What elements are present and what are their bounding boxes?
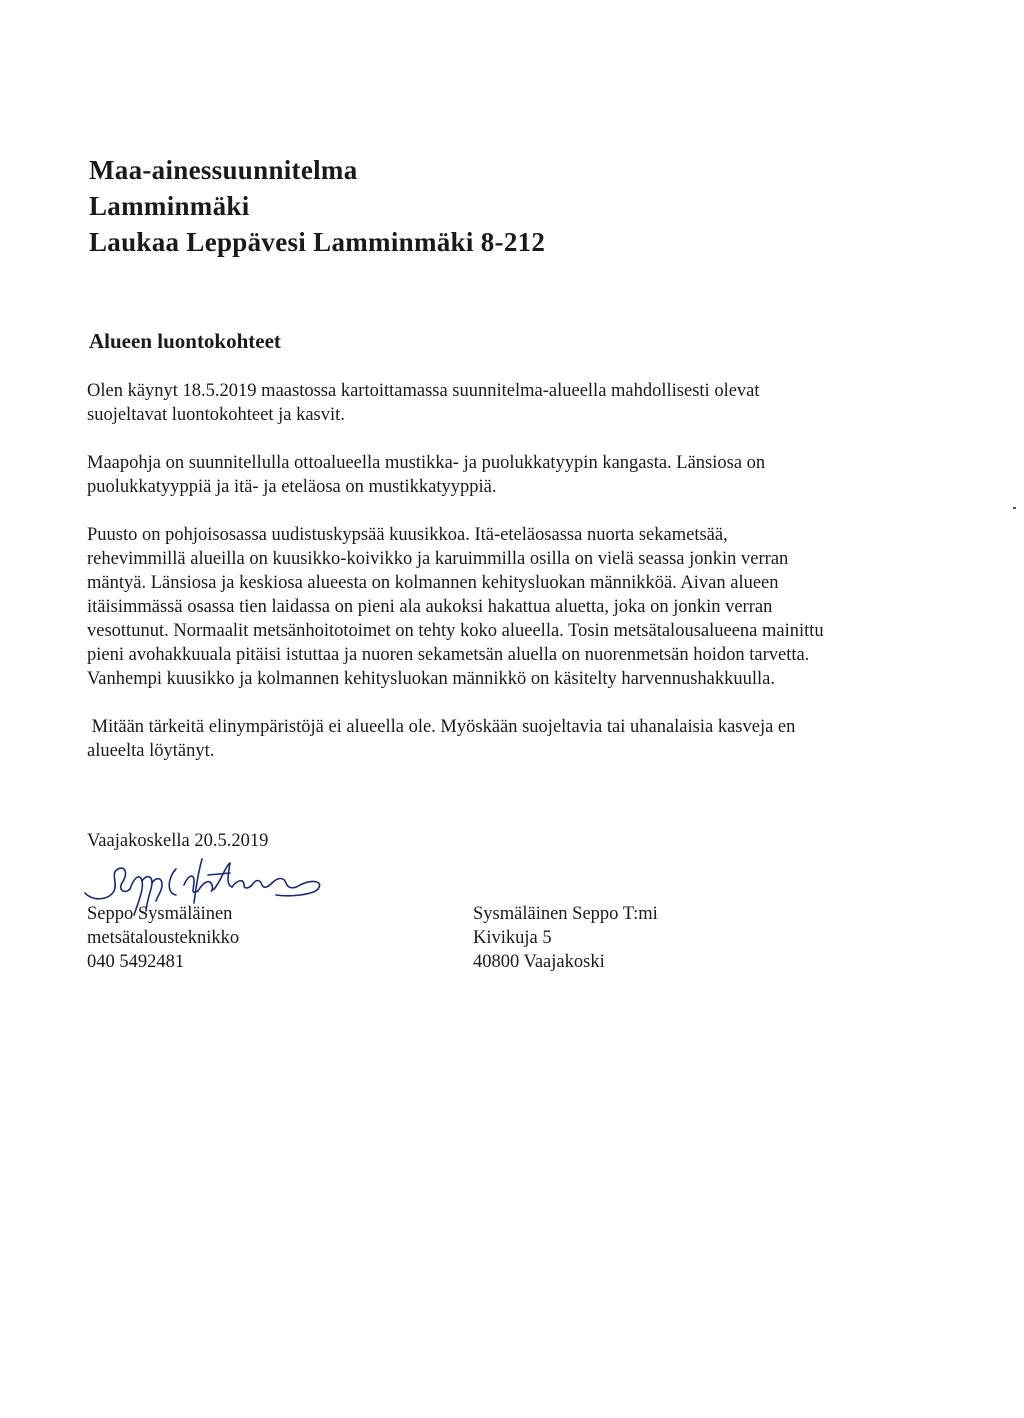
paragraph-3	[87, 523, 887, 691]
paragraph-4	[87, 715, 887, 763]
text-line: Maapohja on suunnitellulla ottoalueella mustikka- ja puolukkatyypin kangasta. Länsiosa on	[87, 453, 766, 473]
text-line: puolukkatyyppiä ja itä- ja eteläosa on mustikkatyyppiä.	[87, 477, 497, 497]
title-line-2: Lamminmäki	[89, 191, 250, 221]
signatory-phone: 040 5492481	[87, 952, 185, 972]
company-block	[473, 902, 658, 974]
document-title	[89, 152, 789, 260]
text-line: mäntyä. Länsiosa ja keskiosa alueesta on kolmannen kehitysluokan männikköä. Aivan alueen	[87, 573, 779, 593]
text-line: Vanhempi kuusikko ja kolmannen kehitysluokan männikkö on käsitelty harvennushakkuulla.	[87, 669, 775, 689]
body-text	[87, 379, 887, 787]
section-heading: Alueen luontokohteet	[89, 329, 281, 353]
signatory-block	[87, 902, 239, 974]
text-line: vesottunut. Normaalit metsänhoitotoimet on tehty koko alueella. Tosin metsätalousalueena mainittu	[87, 621, 824, 641]
place-date: Vaajakoskella 20.5.2019	[87, 831, 269, 851]
text-line: pieni avohakkuuala pitäisi istuttaa ja nuoren sekametsän aluella on nuorenmetsän hoidon tarvetta.	[87, 645, 810, 665]
title-line-1: Maa-ainessuunnitelma	[89, 155, 358, 185]
text-line: Olen käynyt 18.5.2019 maastossa kartoittamassa suunnitelma-alueella mahdollisesti olevat	[87, 381, 760, 401]
company-name: Sysmäläinen Seppo T:mi	[473, 904, 658, 924]
scan-speck	[1013, 507, 1016, 509]
text-line: itäisimmässä osassa tien laidassa on pieni ala aukoksi hakattua aluetta, joka on jonkin verran	[87, 597, 773, 617]
company-postal: 40800 Vaajakoski	[473, 952, 605, 972]
text-line: Puusto on pohjoisosassa uudistuskypsää kuusikkoa. Itä-eteläosassa nuorta sekametsää,	[87, 525, 728, 545]
text-line: rehevimmillä alueilla on kuusikko-koivikko ja karuimmilla osilla on vielä seassa jonkin verran	[87, 549, 789, 569]
signatory-name: Seppo Sysmäläinen	[87, 904, 233, 924]
title-line-3: Laukaa Leppävesi Lamminmäki 8-212	[89, 227, 546, 257]
text-line: Mitään tärkeitä elinympäristöjä ei alueella ole. Myöskään suojeltavia tai uhanalaisia kasveja en	[87, 717, 796, 737]
signatory-title: metsätalousteknikko	[87, 928, 240, 948]
paragraph-2	[87, 451, 887, 499]
paragraph-1	[87, 379, 887, 427]
text-line: suojeltavat luontokohteet ja kasvit.	[87, 405, 345, 425]
text-line: alueelta löytänyt.	[87, 741, 215, 761]
company-street: Kivikuja 5	[473, 928, 552, 948]
